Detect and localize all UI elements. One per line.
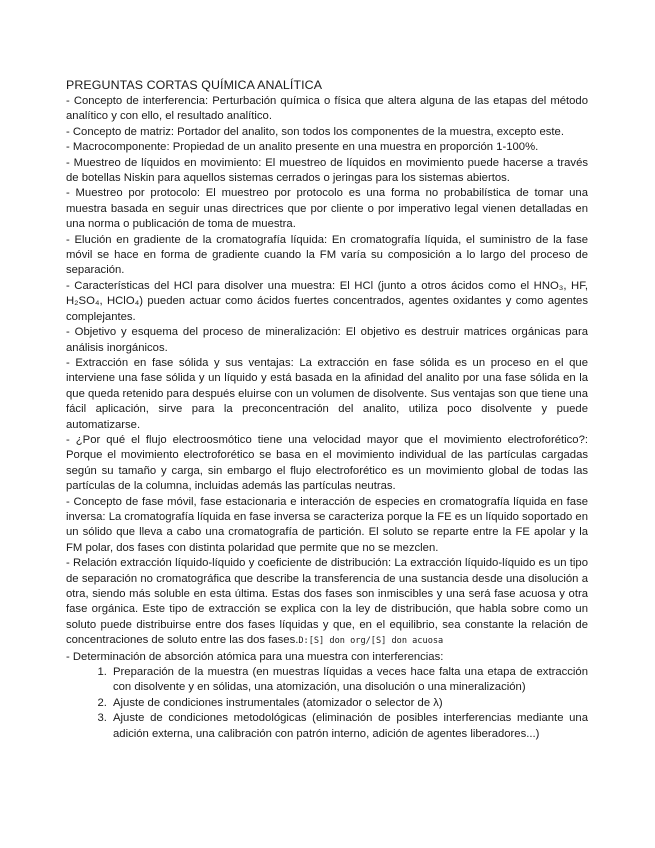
extraccion-text: - Relación extracción líquido-líquido y coeficiente de distribución: La extracción líquido-líquido es un tipo de separación no cromatográfica que describe la transferencia de una sustancia desde una disolución a otra, siendo más soluble en esta última. Estas dos fases son inmiscibles y una será fase acuosa y otra fase orgánica. Este tipo de extracción se explica con la ley de distribución, que habla sobre como un soluto puede distribuirse entre dos fases líquidas y que, en el equilibrio, sea constante la relación de concentraciones de soluto entre las dos fases. [66, 557, 588, 647]
paragraph-elucion-gradiente: - Elución en gradiente de la cromatografía líquida: En cromatografía líquida, el suministro de la fase móvil se hace en forma de gradiente cuando la FM varía su composición a lo largo del proceso de separación. [66, 233, 588, 277]
paragraph-absorcion-intro: - Determinación de absorción atómica para una muestra con interferencias: [66, 650, 444, 663]
paragraph-muestreo-liquidos: - Muestreo de líquidos en movimiento: El muestreo de líquidos en movimiento puede hacerse a través de botellas Niskin para aquellos sistemas cerrados o jeringas para los sistemas abiertos. [66, 156, 588, 185]
paragraph-fase-inversa: - Concepto de fase móvil, fase estacionaria e interacción de especies en cromatografía líquida en fase inversa: La cromatografía líquida en fase inversa se caracteriza porque la FE es un líquido soportado en un sólido que lleva a cabo una cromatografía de partición. El soluto se reparte entre la FE apolar y la FM polar, dos fases con distinta polaridad que permite que no se mezclen. [66, 495, 588, 554]
absorption-steps-list [66, 665, 588, 742]
paragraph-electroosmotico: - ¿Por qué el flujo electroosmótico tiene una velocidad mayor que el movimiento electroforético?: Porque el movimiento electroforético se basa en el movimiento individual de las partículas cargadas según su tamaño y carga, sin embargo el flujo electroforético es un movimiento global de todas las partículas de la columna, incluidas además las partículas neutras. [66, 433, 588, 493]
distribution-formula: D:[S] don org/[S] don acuosa [298, 636, 444, 647]
document-page [66, 77, 588, 742]
list-item: 3. Ajuste de condiciones metodológicas (eliminación de posibles interferencias mediante una adición externa, una calibración con patrón interno, adición de agentes liberadores...) [110, 711, 588, 742]
page-title: PREGUNTAS CORTAS QUÍMICA ANALÍTICA [66, 78, 323, 92]
paragraph-macrocomponente: - Macrocomponente: Propiedad de un analito presente en una muestra en proporción 1-100%. [66, 141, 539, 154]
paragraph-interferencia: - Concepto de interferencia: Perturbación química o física que altera alguna de las etapas del método analítico y con ello, el resultado analítico. [66, 95, 588, 123]
paragraph-hcl: - Características del HCl para disolver una muestra: El HCl (junto a otros ácidos como el HNO₃, HF, H₂SO₄, HClO₄) pueden actuar como ácidos fuertes concentrados, agentes oxidantes y como agentes complejantes. [66, 279, 588, 323]
list-item: 2. Ajuste de condiciones instrumentales (atomizador o selector de λ) [110, 696, 588, 711]
list-item: 1. Preparación de la muestra (en muestras líquidas a veces hace falta una etapa de extracción con disolvente y en sólidas, una atomización, una disolución o una mineralización) [110, 665, 588, 696]
paragraph-matriz: - Concepto de matriz: Portador del analito, son todos los componentes de la muestra, excepto este. [66, 125, 564, 138]
paragraph-fase-solida: - Extracción en fase sólida y sus ventajas: La extracción en fase sólida es un proceso en el que interviene una fase sólida y un líquido y está basada en la afinidad del analito por una fase sólida en la que queda retenido para después eluirse con un volumen de disolvente. Sus ventajas son que tiene una fácil aplicación, sirve para la preconcentración del analito, utiliza poco disolvente y puede automatizarse. [66, 356, 588, 431]
paragraph-mineralizacion: - Objetivo y esquema del proceso de mineralización: El objetivo es destruir matrices orgánicas para análisis inorgánicos. [66, 326, 588, 354]
paragraph-muestreo-protocolo: - Muestreo por protocolo: El muestreo por protocolo es una forma no probabilística de tomar una muestra basada en seguir unas directrices que por cliente o por imperativo legal vienen detalladas en una norma o publicación de toma de muestra. [66, 187, 588, 231]
paragraph-extraccion-liquido [66, 556, 588, 649]
